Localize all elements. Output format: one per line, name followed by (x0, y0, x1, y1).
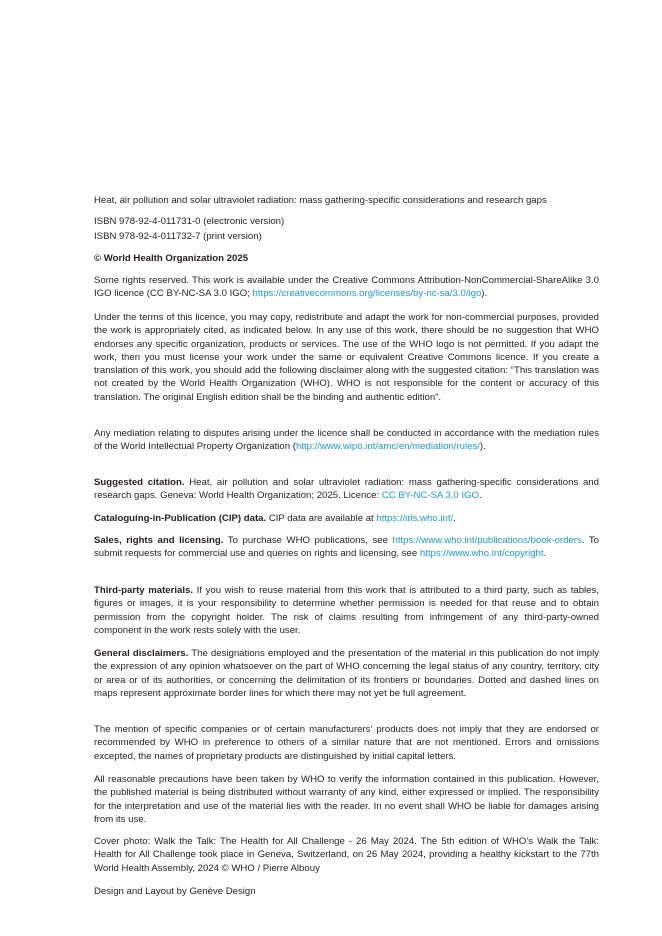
isbn-electronic (94, 215, 599, 228)
text: ISBN 978-92-4-011732-7 (print version) (94, 231, 262, 242)
link[interactable]: http://www.wipo.int/amc/en/mediation/rules/ (295, 441, 480, 453)
text: Heat, air pollution and solar ultraviolet radiation: mass gathering-specific considerations and research gaps (94, 195, 547, 206)
suggested-citation-paragraph (94, 476, 599, 503)
text: . (479, 490, 482, 502)
text: If you wish to reuse material from this work that is attributed to a third party, such as tables, figures or images, it is your responsibility to determine whether permission is needed for that reuse and to obtain permission from the copyright holder. The risk of claims resulting from infringement of any third-party-owned component in the work rests solely with the user. (94, 585, 599, 636)
link[interactable]: https://www.who.int/copyright (419, 548, 544, 560)
text: . To submit requests for commercial use and queries on rights and licensing, see (94, 535, 599, 560)
text: The mention of specific companies or of certain manufacturers’ products does not imply that they are endorsed or recommended by WHO in preference to others of a similar nature that are not mentioned. Errors and omissions excepted, the names of proprietary products are distinguished by initial capital letters. (94, 724, 599, 762)
text: . (543, 548, 547, 560)
mediation-paragraph (94, 427, 599, 454)
text: Under the terms of this licence, you may copy, redistribute and adapt the work for non-commercial purposes, provided the work is appropriately cited, as indicated below. In any use of this work, there should be no suggestion that WHO endorses any specific organization, products or services. The use of the WHO logo is not permitted. If you adapt the work, then you must license your work under the same or equivalent Creative Commons licence. If you create a translation of this work, you should add the following disclaimer along with the suggested citation: “This translation was not created by the World Health Organization (WHO). WHO is not responsible for the content or accuracy of this translation. The original English edition shall be the binding and authentic edition”. (94, 312, 599, 403)
cip-paragraph (94, 512, 599, 525)
bold-lead-in: Third-party materials. (94, 585, 194, 596)
text: Some rights reserved. This work is available under the Creative Commons Attribution-NonCommercial-ShareAlike 3.0 IGO licence (CC BY-NC-SA 3.0 IGO; (94, 275, 599, 300)
text: ISBN 978-92-4-011731-0 (electronic version) (94, 216, 285, 227)
text: Design and Layout by Genève Design (94, 886, 256, 897)
precautions-paragraph (94, 773, 599, 826)
link[interactable]: https://www.who.int/publications/book-orders (392, 535, 582, 546)
companies-paragraph (94, 723, 599, 763)
third-party-paragraph (94, 584, 599, 637)
isbn-print (94, 230, 599, 243)
text: To purchase WHO publications, see (223, 535, 393, 546)
text: ). (481, 288, 488, 300)
licence-terms-paragraph (94, 311, 599, 404)
text: Any mediation relating to disputes arising under the licence shall be conducted in accordance with the mediation rules of the World Intellectual Property Organization ( (94, 428, 599, 453)
text: ). (479, 441, 486, 453)
rights-paragraph (94, 274, 599, 301)
bold-lead-in: © World Health Organization 2025 (94, 253, 249, 264)
bold-lead-in: Sales, rights and licensing. (94, 535, 224, 546)
text: CIP data are available at (266, 513, 377, 524)
general-disclaimers-paragraph (94, 647, 599, 700)
bold-lead-in: Suggested citation. (94, 477, 185, 488)
text: . (453, 513, 456, 524)
cover-photo-credit (94, 835, 599, 875)
link[interactable]: CC BY-NC-SA 3.0 IGO (381, 490, 480, 502)
bold-lead-in: General disclaimers. (94, 648, 189, 659)
sales-paragraph (94, 534, 599, 561)
copyright-notice (94, 252, 599, 265)
link[interactable]: https://iris.who.int/ (376, 513, 454, 524)
link[interactable]: https://creativecommons.org/licenses/by-nc-sa/3.0/igo (252, 288, 482, 300)
text: All reasonable precautions have been taken by WHO to verify the information contained in this publication. However, the published material is being distributed without warranty of any kind, either expressed or implied. The responsibility for the interpretation and use of the material lies with the reader. In no event shall WHO be liable for damages arising from its use. (94, 774, 599, 825)
text: Heat, air pollution and solar ultraviolet radiation: mass gathering-specific considerations and research gaps. Geneva: World Health Organization; 2025. Licence: (94, 477, 599, 502)
design-credit (94, 885, 599, 898)
text: The designations employed and the presentation of the material in this publication do not imply the expression of any opinion whatsoever on the part of WHO concerning the legal status of any country, territory, city or area or of its authorities, or concerning the delimitation of its frontiers or boundaries. Dotted and dashed lines on maps represent approximate border lines for which there may not yet be full agreement. (94, 648, 600, 699)
text: Cover photo: Walk the Talk: The Health for All Challenge - 26 May 2024. The 5th edition of WHO’s Walk the Talk: Health for All Challenge took place in Geneva, Switzerland, on 26 May 2024, providing a healthy kickstart to the 77th World Health Assembly, 2024 © WHO / Pierre Albouy (94, 836, 599, 874)
document-title (94, 194, 599, 207)
bold-lead-in: Cataloguing-in-Publication (CIP) data. (94, 513, 267, 524)
